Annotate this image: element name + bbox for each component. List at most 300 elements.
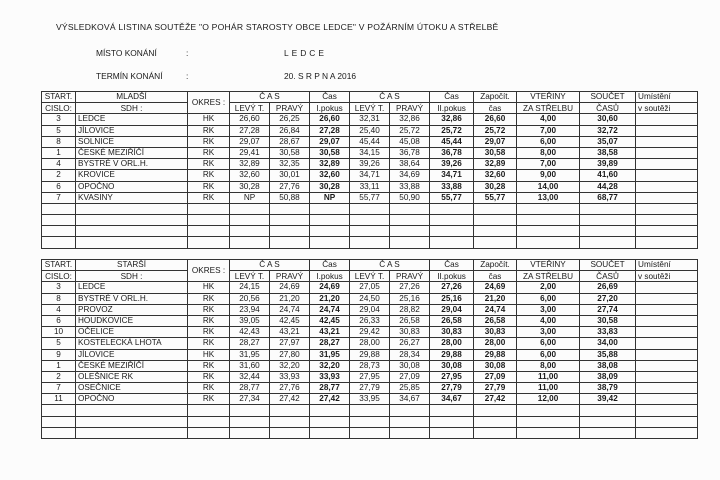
team-name: OČELICE <box>76 327 188 338</box>
team-name <box>76 203 188 214</box>
right-target-2 <box>390 226 430 237</box>
left-target-2: 24,50 <box>350 293 390 304</box>
district: RK <box>188 304 230 315</box>
table-row <box>42 226 698 237</box>
team-name: HOUDKOVICE <box>76 315 188 326</box>
attempt-2-time: 32,86 <box>430 114 474 125</box>
shooting-seconds: 14,00 <box>517 181 580 192</box>
placement <box>636 416 698 427</box>
counted-time: 30,08 <box>474 360 517 371</box>
time-group-header-2: Č A S <box>350 260 430 271</box>
attempt-1-time: 32,60 <box>310 170 350 181</box>
shooting-seconds: 4,00 <box>517 315 580 326</box>
left-target-2: 29,04 <box>350 304 390 315</box>
placement <box>636 237 698 248</box>
start-number: 6 <box>42 181 76 192</box>
attempt-1-time <box>310 237 350 248</box>
attempt-1-time: 30,28 <box>310 181 350 192</box>
district: RK <box>188 315 230 326</box>
team-name: OPOČNO <box>76 394 188 405</box>
start-number <box>42 203 76 214</box>
counted-time: 30,83 <box>474 327 517 338</box>
left-target-2 <box>350 203 390 214</box>
right-target: 27,76 <box>270 181 310 192</box>
right-target <box>270 416 310 427</box>
shooting-seconds: 9,00 <box>517 170 580 181</box>
left-target-2 <box>350 215 390 226</box>
start-number <box>42 427 76 438</box>
left-target <box>230 203 270 214</box>
start-number: 2 <box>42 170 76 181</box>
left-target: 32,44 <box>230 371 270 382</box>
table-row <box>42 315 698 326</box>
counted-time: 55,77 <box>474 192 517 203</box>
shooting-seconds: 2,00 <box>517 282 580 293</box>
placement <box>636 159 698 170</box>
placement <box>636 405 698 416</box>
left-target: 32,60 <box>230 170 270 181</box>
placement <box>636 226 698 237</box>
counted-time: 25,72 <box>474 125 517 136</box>
start-number: 10 <box>42 327 76 338</box>
shooting-seconds-header-2: ZA STŘELBU <box>517 103 580 114</box>
right-target: 43,21 <box>270 327 310 338</box>
counted-time: 24,69 <box>474 282 517 293</box>
right-target-2: 27,09 <box>390 371 430 382</box>
left-target <box>230 416 270 427</box>
shooting-seconds: 6,00 <box>517 338 580 349</box>
right-target-2 <box>390 405 430 416</box>
table-row <box>42 181 698 192</box>
district <box>188 427 230 438</box>
right-target: 30,58 <box>270 147 310 158</box>
date-label: TERMÍN KONÁNÍ <box>96 71 163 81</box>
counted-time <box>474 215 517 226</box>
right-target-2: 33,88 <box>390 181 430 192</box>
attempt-1-time: 42,45 <box>310 315 350 326</box>
placement-header-2: v soutěži <box>636 103 698 114</box>
placement <box>636 360 698 371</box>
total-time: 27,20 <box>580 293 636 304</box>
attempt-1-time: 33,93 <box>310 371 350 382</box>
right-target <box>270 405 310 416</box>
start-number: 3 <box>42 114 76 125</box>
counted-time: 26,60 <box>474 114 517 125</box>
right-target-2: 26,27 <box>390 338 430 349</box>
left-target-2: 55,77 <box>350 192 390 203</box>
date-value: 20. S R P N A 2016 <box>284 71 357 81</box>
attempt-1-time: 28,77 <box>310 383 350 394</box>
shooting-seconds: 6,00 <box>517 136 580 147</box>
team-name <box>76 405 188 416</box>
total-time: 30,60 <box>580 114 636 125</box>
placement <box>636 192 698 203</box>
counted-time-header: Započít. <box>474 260 517 271</box>
start-number <box>42 237 76 248</box>
start-number: 7 <box>42 192 76 203</box>
right-target-2: 30,83 <box>390 327 430 338</box>
district: RK <box>188 360 230 371</box>
senior-table-body <box>42 260 698 439</box>
right-target: 24,69 <box>270 282 310 293</box>
left-target <box>230 226 270 237</box>
total-header-2: ČASŮ <box>580 271 636 282</box>
total-time: 32,72 <box>580 125 636 136</box>
shooting-seconds <box>517 226 580 237</box>
total-header-2: ČASŮ <box>580 103 636 114</box>
table-row <box>42 293 698 304</box>
district: RK <box>188 136 230 147</box>
left-target-2: 29,88 <box>350 349 390 360</box>
senior-results-table <box>41 259 698 439</box>
start-number: 5 <box>42 125 76 136</box>
total-time: 68,77 <box>580 192 636 203</box>
attempt-1-time <box>310 405 350 416</box>
junior-table-body <box>42 92 698 249</box>
attempt-2-time: 28,00 <box>430 338 474 349</box>
left-target-header: LEVÝ T. <box>230 271 270 282</box>
right-target-2: 28,34 <box>390 349 430 360</box>
attempt-1-time <box>310 203 350 214</box>
counted-time: 27,42 <box>474 394 517 405</box>
shooting-seconds: 3,00 <box>517 327 580 338</box>
team-name: JÍLOVICE <box>76 349 188 360</box>
left-target: 42,43 <box>230 327 270 338</box>
total-time: 27,74 <box>580 304 636 315</box>
left-target-2: 33,95 <box>350 394 390 405</box>
right-target: 32,20 <box>270 360 310 371</box>
counted-time-header: Započít. <box>474 92 517 103</box>
placement <box>636 293 698 304</box>
start-number: 7 <box>42 383 76 394</box>
district: RK <box>188 338 230 349</box>
table-row <box>42 349 698 360</box>
right-target-2: 30,08 <box>390 360 430 371</box>
right-target-2: 25,72 <box>390 125 430 136</box>
counted-time-header-2: čas <box>474 103 517 114</box>
team-name: PROVOZ <box>76 304 188 315</box>
left-target <box>230 237 270 248</box>
attempt-1-time <box>310 215 350 226</box>
attempt-1-time: 27,28 <box>310 125 350 136</box>
start-number: 11 <box>42 394 76 405</box>
attempt-2-time: 30,83 <box>430 327 474 338</box>
counted-time: 30,58 <box>474 147 517 158</box>
start-number <box>42 405 76 416</box>
date-colon: : <box>186 71 189 81</box>
right-target-2: 25,16 <box>390 293 430 304</box>
total-time: 26,69 <box>580 282 636 293</box>
total-time: 38,08 <box>580 360 636 371</box>
attempt-2-time <box>430 237 474 248</box>
placement-header-2: v soutěži <box>636 271 698 282</box>
total-time: 39,42 <box>580 394 636 405</box>
attempt-2-time: 55,77 <box>430 192 474 203</box>
district-header: OKRES : <box>188 260 230 282</box>
counted-time: 30,28 <box>474 181 517 192</box>
district <box>188 203 230 214</box>
attempt-1-time: 24,69 <box>310 282 350 293</box>
shooting-seconds <box>517 203 580 214</box>
placement <box>636 114 698 125</box>
counted-time <box>474 427 517 438</box>
right-target-2: 28,82 <box>390 304 430 315</box>
district: RK <box>188 147 230 158</box>
team-header: SDH : <box>76 103 188 114</box>
right-target-2 <box>390 416 430 427</box>
right-target-2: 34,69 <box>390 170 430 181</box>
right-target: 26,84 <box>270 125 310 136</box>
total-time: 35,07 <box>580 136 636 147</box>
total-header: SOUČET <box>580 260 636 271</box>
shooting-seconds: 11,00 <box>517 383 580 394</box>
left-target: 32,89 <box>230 159 270 170</box>
right-target-header-2: PRAVÝ <box>390 103 430 114</box>
table-row <box>42 416 698 427</box>
left-target: NP <box>230 192 270 203</box>
right-target-2 <box>390 237 430 248</box>
attempt-2-time: 34,71 <box>430 170 474 181</box>
attempt-2-time: 45,44 <box>430 136 474 147</box>
start-number: 8 <box>42 136 76 147</box>
attempt-2-time <box>430 203 474 214</box>
left-target-header: LEVÝ T. <box>230 103 270 114</box>
total-time: 38,58 <box>580 147 636 158</box>
placement <box>636 327 698 338</box>
team-name: SOLNICE <box>76 136 188 147</box>
table-row <box>42 282 698 293</box>
district: RK <box>188 159 230 170</box>
left-target: 29,07 <box>230 136 270 147</box>
left-target-2: 45,44 <box>350 136 390 147</box>
start-number-header: START. <box>42 92 76 103</box>
right-target-2: 27,26 <box>390 282 430 293</box>
shooting-seconds: 11,00 <box>517 371 580 382</box>
attempt-1-time: 29,07 <box>310 136 350 147</box>
shooting-seconds: 8,00 <box>517 360 580 371</box>
start-number <box>42 215 76 226</box>
attempt-2-time <box>430 416 474 427</box>
left-target <box>230 427 270 438</box>
placement <box>636 338 698 349</box>
table-row <box>42 147 698 158</box>
left-target: 28,77 <box>230 383 270 394</box>
table-row <box>42 338 698 349</box>
counted-time <box>474 237 517 248</box>
right-target: 27,42 <box>270 394 310 405</box>
attempt-2-time <box>430 405 474 416</box>
start-number: 5 <box>42 338 76 349</box>
table-row <box>42 405 698 416</box>
header-row-2 <box>42 271 698 282</box>
attempt-2-time: 30,08 <box>430 360 474 371</box>
team-name: KROVICE <box>76 170 188 181</box>
placement <box>636 136 698 147</box>
shooting-seconds: 13,00 <box>517 192 580 203</box>
counted-time: 26,58 <box>474 315 517 326</box>
counted-time <box>474 226 517 237</box>
left-target-header-2: LEVÝ T. <box>350 103 390 114</box>
location-label: MÍSTO KONÁNÍ <box>96 48 157 58</box>
total-time <box>580 237 636 248</box>
attempt-2-time: 36,78 <box>430 147 474 158</box>
district: HK <box>188 114 230 125</box>
placement <box>636 383 698 394</box>
district <box>188 237 230 248</box>
district <box>188 416 230 427</box>
table-row <box>42 136 698 147</box>
district: RK <box>188 170 230 181</box>
total-time <box>580 427 636 438</box>
start-number <box>42 416 76 427</box>
right-target: 30,01 <box>270 170 310 181</box>
left-target <box>230 215 270 226</box>
district: RK <box>188 327 230 338</box>
right-target-header-2: PRAVÝ <box>390 271 430 282</box>
start-number: 1 <box>42 147 76 158</box>
right-target-2: 25,85 <box>390 383 430 394</box>
district-header: OKRES : <box>188 92 230 114</box>
district <box>188 215 230 226</box>
counted-time: 29,07 <box>474 136 517 147</box>
team-name <box>76 215 188 226</box>
start-number <box>42 226 76 237</box>
table-row <box>42 237 698 248</box>
start-number-header-2: CISLO: <box>42 103 76 114</box>
placement <box>636 349 698 360</box>
left-target-2 <box>350 237 390 248</box>
table-row <box>42 304 698 315</box>
shooting-seconds: 8,00 <box>517 147 580 158</box>
placement <box>636 371 698 382</box>
first-attempt-header-2: I.pokus <box>310 271 350 282</box>
placement <box>636 170 698 181</box>
left-target-2: 26,33 <box>350 315 390 326</box>
location-value: LEDCE <box>284 48 327 58</box>
district: RK <box>188 181 230 192</box>
total-time: 38,09 <box>580 371 636 382</box>
left-target-2: 28,73 <box>350 360 390 371</box>
right-target-2: 45,08 <box>390 136 430 147</box>
district: RK <box>188 371 230 382</box>
attempt-2-time: 27,79 <box>430 383 474 394</box>
second-attempt-header: Čas <box>430 92 474 103</box>
start-number: 4 <box>42 159 76 170</box>
counted-time: 32,89 <box>474 159 517 170</box>
team-name: ČESKÉ MEZIŘÍČÍ <box>76 147 188 158</box>
right-target: 21,20 <box>270 293 310 304</box>
left-target: 29,41 <box>230 147 270 158</box>
shooting-seconds: 6,00 <box>517 293 580 304</box>
left-target: 20,56 <box>230 293 270 304</box>
right-target <box>270 226 310 237</box>
placement <box>636 181 698 192</box>
right-target-2 <box>390 203 430 214</box>
attempt-2-time: 39,26 <box>430 159 474 170</box>
district: RK <box>188 293 230 304</box>
date-line <box>96 71 496 82</box>
second-attempt-header-2: II.pokus <box>430 103 474 114</box>
placement <box>636 282 698 293</box>
attempt-1-time: 24,74 <box>310 304 350 315</box>
left-target-2: 27,05 <box>350 282 390 293</box>
start-number: 6 <box>42 315 76 326</box>
attempt-1-time: NP <box>310 192 350 203</box>
total-time <box>580 416 636 427</box>
team-name: OSEČNICE <box>76 383 188 394</box>
total-time <box>580 226 636 237</box>
first-attempt-header-2: I.pokus <box>310 103 350 114</box>
placement <box>636 304 698 315</box>
right-target: 27,97 <box>270 338 310 349</box>
left-target-2: 33,11 <box>350 181 390 192</box>
placement <box>636 394 698 405</box>
placement <box>636 315 698 326</box>
team-name: OLEŠNICE RK <box>76 371 188 382</box>
total-time: 44,28 <box>580 181 636 192</box>
shooting-seconds <box>517 237 580 248</box>
total-time: 38,79 <box>580 383 636 394</box>
table-row <box>42 170 698 181</box>
first-attempt-header: Čas <box>310 260 350 271</box>
right-target <box>270 203 310 214</box>
district: RK <box>188 383 230 394</box>
attempt-2-time: 34,67 <box>430 394 474 405</box>
attempt-1-time: 27,42 <box>310 394 350 405</box>
total-header: SOUČET <box>580 92 636 103</box>
counted-time <box>474 203 517 214</box>
left-target: 31,95 <box>230 349 270 360</box>
district: HK <box>188 349 230 360</box>
team-category-header: STARŠÍ <box>76 260 188 271</box>
right-target-2 <box>390 427 430 438</box>
second-attempt-header: Čas <box>430 260 474 271</box>
left-target: 27,28 <box>230 125 270 136</box>
total-time <box>580 203 636 214</box>
district: HK <box>188 282 230 293</box>
team-name: KVASINY <box>76 192 188 203</box>
attempt-2-time: 25,16 <box>430 293 474 304</box>
team-name: LEDCE <box>76 114 188 125</box>
header-row <box>42 92 698 103</box>
attempt-2-time <box>430 427 474 438</box>
placement <box>636 203 698 214</box>
team-name: BYSTRÉ V ORL.H. <box>76 293 188 304</box>
left-target: 39,05 <box>230 315 270 326</box>
placement <box>636 427 698 438</box>
counted-time-header-2: čas <box>474 271 517 282</box>
total-time <box>580 215 636 226</box>
team-name <box>76 237 188 248</box>
start-number: 3 <box>42 282 76 293</box>
team-name <box>76 416 188 427</box>
left-target-2: 25,40 <box>350 125 390 136</box>
start-number: 2 <box>42 371 76 382</box>
team-name <box>76 226 188 237</box>
counted-time <box>474 405 517 416</box>
counted-time: 27,79 <box>474 383 517 394</box>
left-target-2: 27,95 <box>350 371 390 382</box>
team-name: BYSTRÉ V ORL.H. <box>76 159 188 170</box>
shooting-seconds <box>517 405 580 416</box>
total-time: 35,88 <box>580 349 636 360</box>
left-target-2: 27,79 <box>350 383 390 394</box>
team-header: SDH : <box>76 271 188 282</box>
attempt-1-time: 28,27 <box>310 338 350 349</box>
left-target-2: 34,15 <box>350 147 390 158</box>
team-name: KOSTELECKÁ LHOTA <box>76 338 188 349</box>
total-time: 39,89 <box>580 159 636 170</box>
